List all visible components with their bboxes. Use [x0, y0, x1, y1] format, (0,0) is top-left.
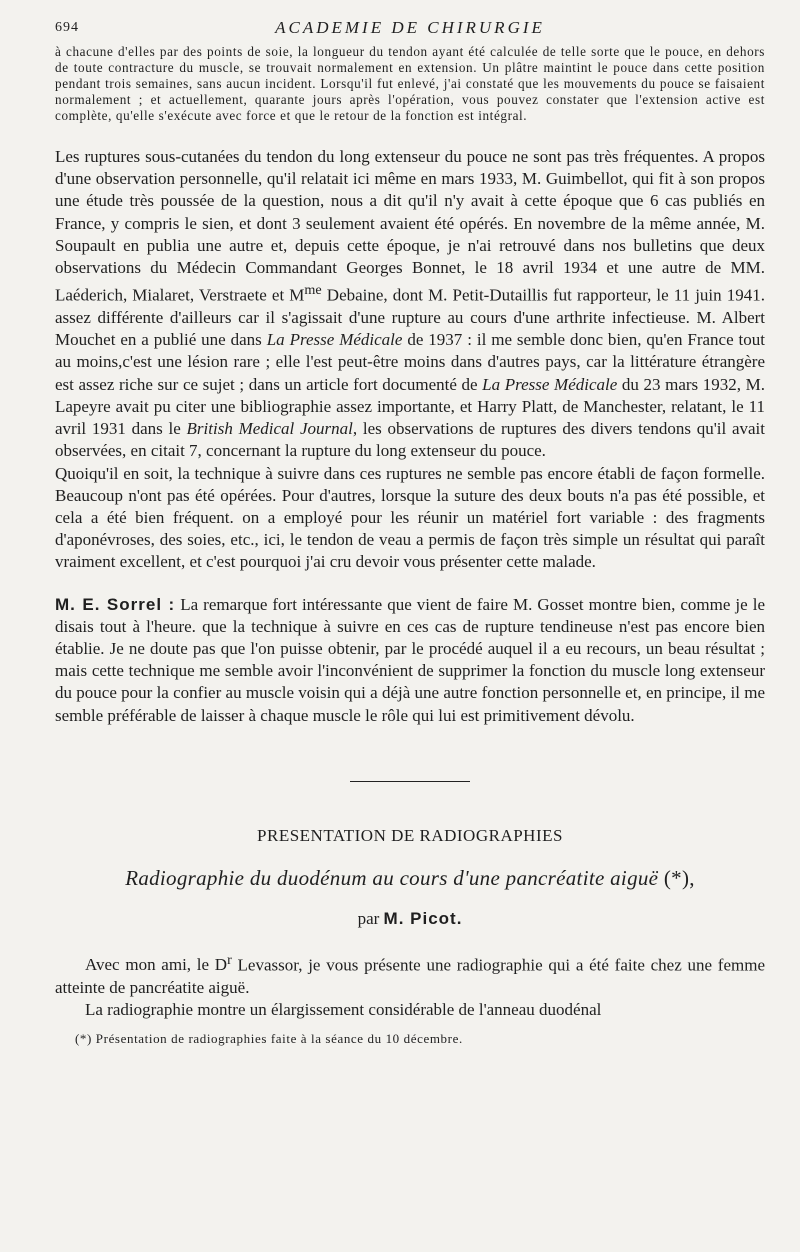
- article-paragraph-1-text-a: Avec mon ami, le D: [85, 955, 228, 975]
- paragraph-ruptures-text-b: Debaine, dont M. Petit-Dutaillis fut rapporteur, le 11 juin 1941. assez différente d'ailleurs car il s'agissait d'une rupture au cours d'une arthrite infectieuse. M. Albert Mouchet en a publié une dans: [55, 285, 765, 350]
- paragraph-ruptures-text-d: du 23 mars 1932, M. Lapeyre avait pu citer une bibliographie assez importante, et Harry Platt, de Manchester, relatant, le 11 avril 1931 dans le: [55, 374, 766, 439]
- author-name: M. Picot.: [383, 908, 463, 928]
- superscript-r: r: [227, 951, 232, 968]
- page-header: [55, 14, 765, 44]
- journal-title: La Presse Médicale: [482, 374, 618, 394]
- intro-paragraph: à chacune d'elles par des points de soie, la longueur du tendon ayant été calculée de telle sorte que le pouce, en dehors de toute contracture du muscle, se trouvait normalement en extension. Un plâtre maintint le pouce dans cette position pendant trois semaines, sans aucun incident. Lorsqu'il fut enlevé, j'ai constaté que les mouvements du pouce se faisaient normalement ; et actuellement, quarante jours après l'opération, vous pouvez constater que l'extension active est complète, qu'elle s'exécute avec force et que le retour de la fonction est intégral.: [55, 44, 765, 123]
- article-paragraph-1-text-b: Levassor, je vous présente une radiographie qui a été faite chez une femme atteinte de pancréatite aiguë.: [55, 955, 765, 997]
- byline-prefix: par: [357, 908, 380, 928]
- journal-title: British Medical Journal: [186, 419, 353, 439]
- article-paragraph-2: La radiographie montre un élargissement considérable de l'anneau duodénal: [85, 999, 602, 1019]
- footnote: (*) Présentation de radiographies faite à la séance du 10 décembre.: [75, 1031, 463, 1046]
- superscript-me: me: [304, 282, 322, 299]
- paragraph-ruptures-text-e: , les observations de ruptures des divers tendons qu'il avait observées, en citait 7, concernant la rupture du long extenseur du pouce.: [55, 419, 766, 461]
- paragraph-ruptures-text-a: Les ruptures sous-cutanées du tendon du long extenseur du pouce ne sont pas très fréquentes. A propos d'une observation personnelle, qu'il relatait ici même en mars 1933, M. Guimbellot, qui fit à son propos une étude très poussée de la question, nous a dit qu'il n'y avait à cette époque que 6 cas publiés en France, y compris le sien, et dont 3 seulement avaient été opérés. En novembre de la même année, M. Soupault en publia une autre et, depuis cette époque, je n'ai retrouvé dans nos bulletins que deux observations du Médecin Commandant Georges Bonnet, le 18 avril 1934 et une autre de MM. Laéderich, Mialaret, Verstraete et M: [55, 147, 765, 305]
- section-title: PRESENTATION DE RADIOGRAPHIES: [257, 825, 563, 845]
- running-title: ACADEMIE DE CHIRURGIE: [275, 18, 545, 37]
- paragraph-ruptures: [55, 146, 765, 463]
- paragraph-technique: Quoiqu'il en soit, la technique à suivre dans ces ruptures ne semble pas encore établi de façon formelle. Beaucoup n'ont pas été opérées. Pour d'autres, lorsque la suture des deux bouts n'a pas été possible, et cela a été bien fréquent. on a employé pour les réunir un matériel fort variable : des fragments d'aponévroses, des soies, etc., ici, le tendon de veau a permis de façon très simple un résultat qui paraît vraiment excellent, et c'est pourquoi j'ai cru devoir vous présenter cette malade.: [55, 463, 765, 572]
- paragraph-ruptures-text-c: de 1937 : il me semble donc bien, qu'en France tout au moins,c'est une lésion rare ; elle l'est peut-être moins dans d'autres pays, car la littérature étrangère est assez riche sur ce sujet ; dans un article fort documenté de: [55, 330, 766, 394]
- discussion-text: La remarque fort intéressante que vient de faire M. Gosset montre bien, comme je le disais tout à l'heure. que la technique à suivre en ces cas de rupture tendineuse n'est pas encore bien établie. Je ne doute pas que l'on puisse obtenir, par le procédé auquel il a eu recours, un beau résultat ; mais cette technique me semble avoir l'inconvénient de supprimer la fonction du muscle long extenseur du pouce pour la confier au muscle voisin qui a déjà une autre fonction personnelle et, en principe, il me semble préférable de laisser à chaque muscle le rôle qui lui est primitivement dévolu.: [55, 594, 765, 725]
- journal-title: La Presse Médicale: [266, 330, 403, 350]
- article-title-text: Radiographie du duodénum au cours d'une pancréatite aiguë: [125, 865, 659, 890]
- article-title: [55, 866, 765, 891]
- section-divider: [350, 781, 470, 782]
- byline: [55, 909, 765, 929]
- speaker-name: M. E. Sorrel :: [55, 594, 176, 614]
- page-number: 694: [55, 20, 79, 35]
- page: [55, 14, 765, 1047]
- article-paragraph-1: [55, 949, 765, 999]
- discussion-paragraph: [55, 594, 765, 727]
- footnote-reference: (*),: [658, 865, 695, 890]
